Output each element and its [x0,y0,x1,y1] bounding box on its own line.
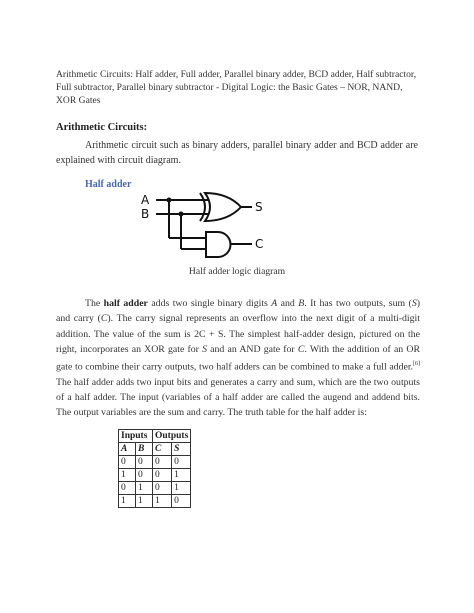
table-cell: 0 [172,456,191,469]
xor-gate-input-curve [200,193,205,221]
text-run: . It has two outputs, sum ( [304,298,412,309]
table-row [119,469,191,482]
table-cell: 0 [136,456,153,469]
table-cell: 0 [153,456,172,469]
table-cell: 1 [136,482,153,495]
table-cell: 0 [172,495,191,508]
inputs-header: Inputs [119,430,153,443]
junction-a [167,198,172,203]
var-c: C [297,343,305,355]
outputs-header: Outputs [153,430,191,443]
and-gate [206,232,231,257]
var-b: B [298,298,305,309]
table-cell: 0 [119,456,136,469]
xor-gate [205,193,241,221]
table-cell: 0 [136,469,153,482]
table-cell: 1 [119,469,136,482]
col-a: A [119,443,136,456]
text-run: and an AND gate for [206,343,298,355]
truth-table-column-header [119,443,191,456]
diagram-caption: Half adder logic diagram [188,266,286,277]
half-adder-logic-diagram [138,187,278,263]
truth-table-group-header [119,430,191,443]
var-c: C [100,313,108,325]
input-b-label: B [141,207,150,221]
intro-paragraph: Arithmetic circuit such as binary adders, parallel binary adder and BCD adder are explained with circuit diagram. [56,140,418,166]
var-a: A [271,298,278,309]
table-cell: 0 [153,482,172,495]
table-row [119,456,191,469]
text-run: ) and carry ( [56,298,420,325]
col-b: B [136,443,153,456]
table-row [119,482,191,495]
table-cell: 0 [153,469,172,482]
citation[interactable]: [6] [413,361,420,368]
carry-output-label: C [255,237,264,251]
document-title: Arithmetic Circuits: Half adder, Full adder, Parallel binary adder, BCD adder, Half subtractor, Full subtractor, Parallel binary subtractor - Digital Logic: the Basic Gates – NOR, NAND, XOR Gates [56,69,417,106]
col-s: S [172,443,191,456]
table-cell: 0 [119,482,136,495]
half-adder-description [56,296,420,421]
text-run: and [277,298,299,309]
text-run: The half adder adds two input bits and generates a carry and sum, which are the two outputs of a half adder. The input (variables of a half adder are called the augend and addend bits. The output variables are the sum and carry. The truth table for the half adder is: [56,376,420,419]
table-cell: 1 [136,495,153,508]
sum-output-label: S [255,200,263,214]
table-cell: 1 [153,495,172,508]
text-run: ). The carry signal represents an overflow into the next digit of a multi-digit addition. The value of the sum is 2C + S. The simplest half-adder design, pictured on the right, incorporates an XOR gate for [56,313,420,355]
junction-b [179,212,184,217]
var-s: S [411,298,417,309]
section-heading: Arithmetic Circuits: [56,122,148,133]
var-s: S [202,343,207,355]
input-a-label: A [141,193,150,207]
half-adder-heading: Half adder [85,179,132,190]
text-run: adds two single binary digits [147,298,272,309]
table-cell: 1 [172,469,191,482]
col-c: C [153,443,172,456]
text-run: The [85,298,104,309]
table-cell: 1 [172,482,191,495]
text-run: . With the addition of an OR gate to combine their carry outputs, two half adders can be combined to make a full adder. [56,343,420,373]
half-adder-term: half adder [103,298,148,309]
table-row [119,495,191,508]
truth-table [118,429,191,508]
table-cell: 1 [119,495,136,508]
